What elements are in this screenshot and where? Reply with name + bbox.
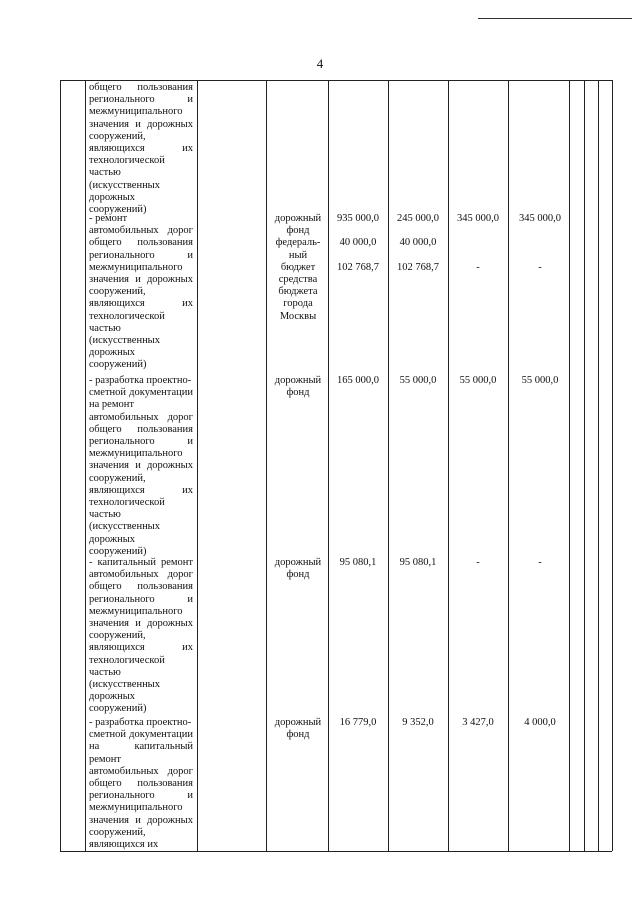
- amount-cell: -: [538, 261, 542, 273]
- page-number: 4: [316, 56, 324, 71]
- funding-source-line: дорожный: [274, 557, 322, 568]
- description-line: - разработка проектно-: [89, 375, 192, 386]
- amount-cell: 102 768,7: [337, 261, 379, 273]
- row-description: [89, 213, 193, 372]
- description-line: сооружений): [89, 703, 147, 715]
- description-line: сооружений,: [89, 130, 146, 142]
- description-line: значения и дорожных: [89, 118, 193, 130]
- table-col-divider: [598, 80, 599, 851]
- funding-source-line: Москвы: [279, 310, 317, 322]
- table-col-divider: [569, 80, 570, 851]
- description-line: общего пользования: [89, 82, 193, 93]
- funding-source-line: дорожный: [274, 717, 322, 728]
- description-line: сметной документации: [89, 729, 193, 741]
- row-description: [89, 375, 193, 558]
- funding-source-line: ный: [288, 249, 308, 261]
- amount-cell: 16 779,0: [339, 717, 377, 728]
- description-line: общего пользования: [89, 237, 193, 249]
- description-line: автомобильных дорог: [89, 411, 193, 423]
- description-line: автомобильных дорог: [89, 765, 193, 777]
- description-line: регионального и: [89, 249, 193, 261]
- description-line: (искусственных: [89, 679, 160, 691]
- description-line: частью: [89, 509, 121, 521]
- row-description: [89, 557, 193, 716]
- table-col-divider: [266, 80, 267, 851]
- description-line: сооружений,: [89, 826, 146, 838]
- amount-cell: 55 000,0: [459, 375, 497, 386]
- table-border-right: [612, 80, 613, 851]
- description-line: являющихся их: [89, 839, 159, 851]
- table-col-divider: [448, 80, 449, 851]
- description-line: на капитальный: [89, 741, 193, 753]
- amount-cell: 345 000,0: [519, 213, 561, 224]
- amount-cell: 3 427,0: [462, 717, 494, 728]
- description-line: регионального и: [89, 436, 193, 448]
- table-col-divider: [328, 80, 329, 851]
- funding-source-line: фонд: [286, 729, 310, 741]
- description-line: дорожных: [89, 691, 136, 703]
- funding-source-line: бюджета: [278, 286, 318, 298]
- description-line: сооружений): [89, 545, 147, 557]
- amount-cell: 935 000,0: [337, 213, 379, 224]
- amount-cell: 95 080,1: [339, 557, 377, 568]
- table-top-border: [60, 80, 612, 81]
- description-line: автомобильных дорог: [89, 569, 193, 581]
- amount-cell: 95 080,1: [399, 557, 437, 568]
- description-line: - капитальный ремонт: [89, 557, 193, 568]
- description-line: автомобильных дорог: [89, 225, 193, 237]
- description-line: являющихся их: [89, 484, 193, 496]
- funding-source: [270, 375, 326, 399]
- description-line: технологической: [89, 654, 165, 666]
- description-line: значения и дорожных: [89, 460, 193, 472]
- funding-source-line: дорожный: [274, 213, 322, 224]
- funding-source-line: федераль-: [275, 237, 321, 249]
- funding-source-line: средства: [278, 274, 318, 286]
- table-col-divider: [197, 80, 198, 851]
- description-line: регионального и: [89, 790, 193, 802]
- amount-cell: 55 000,0: [399, 375, 437, 386]
- amount-cell: 9 352,0: [402, 717, 434, 728]
- description-line: технологической: [89, 497, 165, 509]
- funding-source: [270, 557, 326, 581]
- amount-cell: 40 000,0: [399, 237, 437, 249]
- description-line: являющихся их: [89, 143, 193, 155]
- description-line: межмуниципального: [89, 605, 183, 617]
- description-line: регионального и: [89, 593, 193, 605]
- amount-cell: 245 000,0: [397, 213, 439, 224]
- description-line: сооружений,: [89, 472, 146, 484]
- description-line: (искусственных: [89, 335, 160, 347]
- description-line: общего пользования: [89, 778, 193, 790]
- row-description: [89, 717, 193, 851]
- description-line: сметной документации: [89, 387, 193, 399]
- header-rule: [478, 18, 632, 19]
- row-description: [89, 82, 193, 216]
- description-line: - разработка проектно-: [89, 717, 192, 728]
- description-line: частью: [89, 322, 121, 334]
- amount-cell: 4 000,0: [524, 717, 556, 728]
- description-line: - ремонт: [89, 213, 128, 224]
- description-line: сооружений,: [89, 286, 146, 298]
- funding-source: [270, 213, 326, 323]
- funding-source-line: фонд: [286, 387, 310, 399]
- description-line: межмуниципального: [89, 106, 183, 118]
- amount-cell: -: [538, 557, 542, 568]
- description-line: значения и дорожных: [89, 274, 193, 286]
- amount-cell: -: [476, 261, 480, 273]
- description-line: сооружений): [89, 359, 147, 371]
- description-line: дорожных: [89, 191, 136, 203]
- description-line: ремонт: [89, 753, 122, 765]
- description-line: значения и дорожных: [89, 814, 193, 826]
- description-line: частью: [89, 167, 121, 179]
- table-col-divider: [388, 80, 389, 851]
- amount-cell: -: [476, 557, 480, 568]
- funding-source: [270, 717, 326, 741]
- table-border-left: [60, 80, 61, 851]
- amount-cell: 102 768,7: [397, 261, 439, 273]
- description-line: регионального и: [89, 94, 193, 106]
- description-line: дорожных: [89, 533, 136, 545]
- description-line: межмуниципального: [89, 448, 183, 460]
- amount-cell: 55 000,0: [521, 375, 559, 386]
- description-line: сооружений,: [89, 630, 146, 642]
- description-line: межмуниципального: [89, 261, 183, 273]
- description-line: значения и дорожных: [89, 618, 193, 630]
- amount-cell: 40 000,0: [339, 237, 377, 249]
- description-line: (искусственных: [89, 521, 160, 533]
- description-line: технологической: [89, 155, 165, 167]
- description-line: сооружений): [89, 204, 147, 216]
- description-line: межмуниципального: [89, 802, 183, 814]
- description-line: общего пользования: [89, 581, 193, 593]
- funding-source-line: города: [283, 298, 313, 310]
- table-col-divider: [584, 80, 585, 851]
- description-line: технологической: [89, 310, 165, 322]
- description-line: на ремонт: [89, 399, 134, 411]
- funding-source-line: фонд: [286, 225, 310, 237]
- description-line: дорожных: [89, 347, 136, 359]
- description-line: частью: [89, 666, 121, 678]
- funding-source-line: дорожный: [274, 375, 322, 386]
- table-col-divider: [508, 80, 509, 851]
- description-line: общего пользования: [89, 423, 193, 435]
- description-line: являющихся их: [89, 298, 193, 310]
- funding-source-line: бюджет: [280, 261, 316, 273]
- funding-source-line: фонд: [286, 569, 310, 581]
- amount-cell: 165 000,0: [337, 375, 379, 386]
- table-col-divider: [85, 80, 86, 851]
- description-line: являющихся их: [89, 642, 193, 654]
- description-line: (искусственных: [89, 179, 160, 191]
- amount-cell: 345 000,0: [457, 213, 499, 224]
